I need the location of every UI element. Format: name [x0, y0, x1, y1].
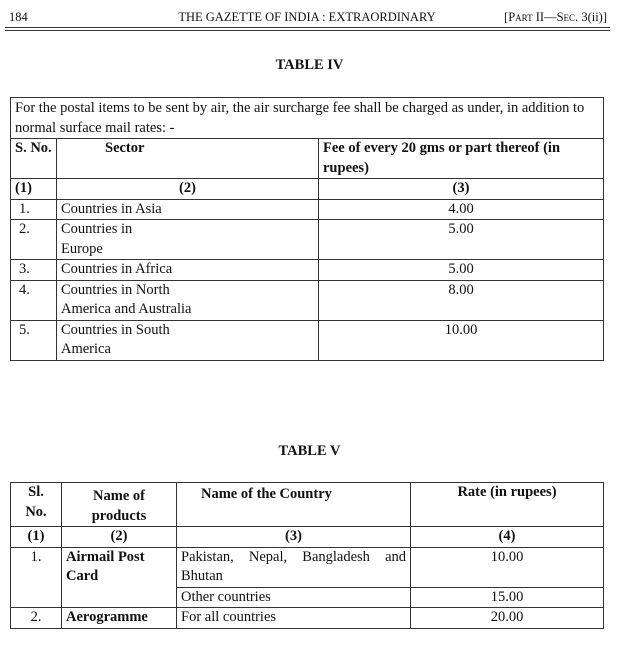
part-prefix: [P: [504, 10, 516, 24]
row-fee: 5.00: [319, 260, 604, 281]
row-country: [177, 547, 411, 587]
row-sector: Countries in North America and Australia: [57, 280, 319, 320]
row-fee: 10.00: [319, 320, 604, 360]
row-rate: 10.00: [411, 547, 604, 587]
row-country: For all countries: [177, 608, 411, 629]
table-v-header-row: [11, 483, 604, 527]
page-number: 184: [9, 10, 28, 24]
table-iv-intro: For the postal items to be sent by air, the air surcharge fee shall be charged as under, in addition to normal surface mail rates: -: [11, 98, 604, 139]
header-fee: Fee of every 20 gms or part thereof (in rupees): [319, 139, 604, 179]
row-sno: 4.: [11, 280, 57, 320]
publication-title: THE GAZETTE OF INDIA : EXTRAORDINARY: [178, 10, 436, 24]
row-fee: 5.00: [319, 220, 604, 260]
table-row: [11, 199, 604, 220]
row-sector: Countries in Asia: [57, 199, 319, 220]
page-header: [7, 8, 607, 28]
colnum-1: (1): [11, 527, 62, 548]
header-product: Name of products: [62, 483, 177, 527]
table-row: [11, 220, 604, 260]
row-sector: Countries in South America: [57, 320, 319, 360]
row-fee: 8.00: [319, 280, 604, 320]
table-row: [11, 320, 604, 360]
table-iv-intro-row: [11, 98, 604, 139]
row-sector: Countries in Africa: [57, 260, 319, 281]
row-sector: Countries in Europe: [57, 220, 319, 260]
table-iv-colnum-row: [11, 179, 604, 200]
header-rule-double: [5, 30, 610, 31]
country-text: Pakistan, Nepal, Bangladesh and Bhutan: [181, 548, 406, 584]
row-rate: 15.00: [411, 587, 604, 608]
colnum-3: (3): [177, 527, 411, 548]
colnum-4: (4): [411, 527, 604, 548]
header-rule: [5, 27, 610, 28]
colnum-3: (3): [319, 179, 604, 200]
row-slno: 1.: [11, 547, 62, 608]
row-sno: 1.: [11, 199, 57, 220]
header-sector: Sector: [57, 139, 319, 179]
table-row: [11, 547, 604, 587]
table-row: [11, 260, 604, 281]
part-sc: art: [515, 10, 533, 24]
colnum-2: (2): [57, 179, 319, 200]
part-suffix: . 3(ii)]: [575, 10, 607, 24]
header-sno: S. No.: [11, 139, 57, 179]
row-sno: 5.: [11, 320, 57, 360]
part-section-label: [504, 10, 607, 25]
row-sno: 3.: [11, 260, 57, 281]
table-iv-caption: TABLE IV: [275, 57, 344, 73]
table-iv-header-row: [11, 139, 604, 179]
row-product: Airmail Post Card: [62, 547, 177, 608]
row-sno: 2.: [11, 220, 57, 260]
table-v-caption: TABLE V: [278, 443, 341, 459]
header-rate: Rate (in rupees): [411, 483, 604, 527]
table-v: [10, 482, 604, 629]
colnum-2: (2): [62, 527, 177, 548]
table-iv: [10, 97, 604, 361]
part-mid: II—S: [532, 10, 564, 24]
row-slno: 2.: [11, 608, 62, 629]
row-rate: 20.00: [411, 608, 604, 629]
table-row: [11, 608, 604, 629]
colnum-1: (1): [11, 179, 57, 200]
table-row: [11, 280, 604, 320]
row-country: Other countries: [177, 587, 411, 608]
table-v-colnum-row: [11, 527, 604, 548]
header-slno: Sl. No.: [11, 483, 62, 527]
part-sc2: ec: [563, 10, 576, 24]
header-country: Name of the Country: [177, 483, 411, 527]
row-fee: 4.00: [319, 199, 604, 220]
row-product: Aerogramme: [62, 608, 177, 629]
